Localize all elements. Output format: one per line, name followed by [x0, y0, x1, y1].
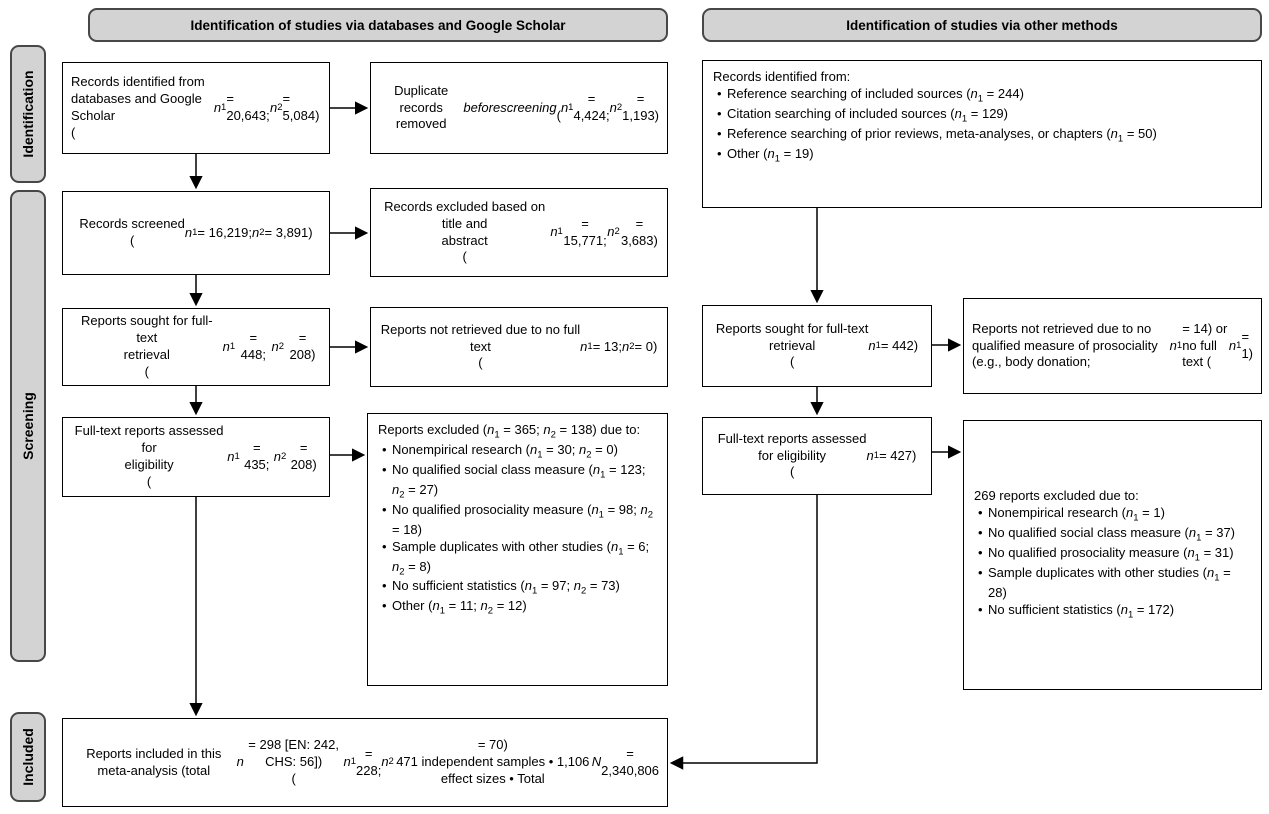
list-item-text: Sample duplicates with other studies $(n_1 = 28)$ [988, 564, 1231, 600]
bullet-icon: • [717, 85, 722, 101]
stage-label-identification [10, 45, 46, 183]
box-records-identified-other [702, 60, 1262, 208]
bullet-icon: • [717, 105, 722, 121]
reports-excluded-title: Reports excluded ($n_1 = 365$; $n_2 = 138$) due to: [378, 422, 641, 441]
box-reports-sought-other: Reports sought for full-text retrieval ( n 1 = 442) [702, 305, 932, 387]
list-item [974, 602, 1251, 622]
list-item [974, 565, 1251, 602]
stage-label-included-text: Included [20, 728, 36, 786]
box-reports-excluded-other [963, 420, 1262, 690]
box-fulltext-assessed-other: Full-text reports assessed for eligibility ( n 1 = 427) [702, 417, 932, 495]
reports-excluded-other-title: 269 reports excluded due to: [974, 488, 1139, 504]
list-item-text: No qualified prosociality measure ($n_1 = 98$; $n_2 = 18$) [392, 501, 653, 537]
list-item-text: No qualified social class measure $(n_1 = 37)$ [988, 525, 1236, 544]
list-item-text: Other $(n_1 = 19)$ [727, 145, 814, 165]
list-item [713, 106, 1251, 126]
box-reports-excluded-databases [367, 413, 668, 686]
list-item-text: Reference searching of prior reviews, meta-analyses, or chapters $(n_1 = 50)$ [727, 125, 1157, 145]
list-item-text: Reference searching of included sources $(n_1 = 244)$ [727, 85, 1024, 105]
list-item [378, 578, 657, 598]
box-duplicates-removed: Duplicate records removed before screening ( n 1 = 4,424; n 2 = 1,193) [370, 62, 668, 154]
list-item [378, 598, 657, 618]
header-databases-google-scholar: Identification of studies via databases and Google Scholar [88, 8, 668, 42]
list-item-text: No sufficient statistics $(n_1 = 172)$ [988, 601, 1175, 621]
bullet-icon: • [978, 505, 983, 521]
list-item [713, 146, 1251, 166]
list-item-text: Citation searching of included sources $(n_1 = 129)$ [727, 105, 1008, 125]
bullet-icon: • [382, 461, 387, 477]
bullet-icon: • [382, 441, 387, 457]
list-item [378, 462, 657, 502]
list-item [974, 545, 1251, 565]
bullet-icon: • [978, 601, 983, 617]
list-item-text: No sufficient statistics ($n_1 = 97$; $n_2 = 73$) [392, 578, 620, 598]
box-records-identified-databases: Records identified from databases and Google Scholar ( n 1 = 20,643; n 2 = 5,084) [62, 62, 330, 154]
box-fulltext-assessed-databases: Full-text reports assessed for eligibility ( n 1 = 435; n 2 = 208) [62, 417, 330, 497]
box-reports-sought-databases: Reports sought for full-text retrieval ( n 1 = 448; n 2 = 208) [62, 308, 330, 386]
list-item [974, 505, 1251, 525]
bullet-icon: • [382, 501, 387, 517]
bullet-icon: • [382, 578, 387, 594]
box-reports-not-retrieved-other: Reports not retrieved due to no qualified measure of prosociality (e.g., body donation; n 1 = 14) or no full text ( n 1 = 1) [963, 298, 1262, 394]
list-item-text: No qualified prosociality measure $(n_1 = 31)$ [988, 545, 1234, 564]
box-records-screened: Records screened ( n 1 = 16,219; n 2 = 3,891) [62, 191, 330, 275]
list-item-text: Nonempirical research $(n_1 = 1)$ [988, 505, 1165, 524]
stage-label-included [10, 712, 46, 802]
bullet-icon: • [382, 538, 387, 554]
records-identified-other-title: Records identified from: [713, 69, 851, 84]
list-item [378, 442, 657, 462]
list-item [378, 539, 657, 579]
header-other-methods: Identification of studies via other methods [702, 8, 1262, 42]
bullet-icon: • [978, 525, 983, 541]
list-item [713, 86, 1251, 106]
stage-label-screening [10, 190, 46, 662]
list-item-text: Nonempirical research ($n_1 = 30$; $n_2 = 0$) [392, 441, 618, 461]
arrow-other-fulltext-to-included [672, 495, 817, 763]
stage-label-screening-text: Screening [20, 392, 36, 460]
list-item-text: Other ($n_1 = 11$; $n_2 = 12$) [392, 598, 527, 617]
bullet-icon: • [978, 564, 983, 580]
box-included-meta-analysis: Reports included in this meta-analysis (total n = 298 [EN: 242, CHS: 56]) ( n 1 = 228; n 2 = 70) 471 independent samples • 1,106 effect sizes • Total N = 2,340,806 [62, 718, 668, 807]
list-item [713, 126, 1251, 146]
list-item [974, 525, 1251, 545]
list-item [378, 502, 657, 539]
stage-label-identification-text: Identification [20, 70, 36, 158]
bullet-icon: • [978, 545, 983, 561]
box-records-excluded-title-abstract: Records excluded based on title and abstract ( n 1 = 15,771; n 2 = 3,683) [370, 188, 668, 277]
list-item-text: Sample duplicates with other studies ($n_1 = 6$; $n_2 = 8$) [392, 538, 650, 578]
list-item-text: No qualified social class measure ($n_1 = 123$; $n_2 = 27$) [392, 461, 646, 501]
bullet-icon: • [717, 125, 722, 141]
bullet-icon: • [717, 145, 722, 161]
box-reports-not-retrieved-databases: Reports not retrieved due to no full text ( n 1 = 13; n 2 = 0) [370, 307, 668, 387]
bullet-icon: • [382, 598, 387, 614]
